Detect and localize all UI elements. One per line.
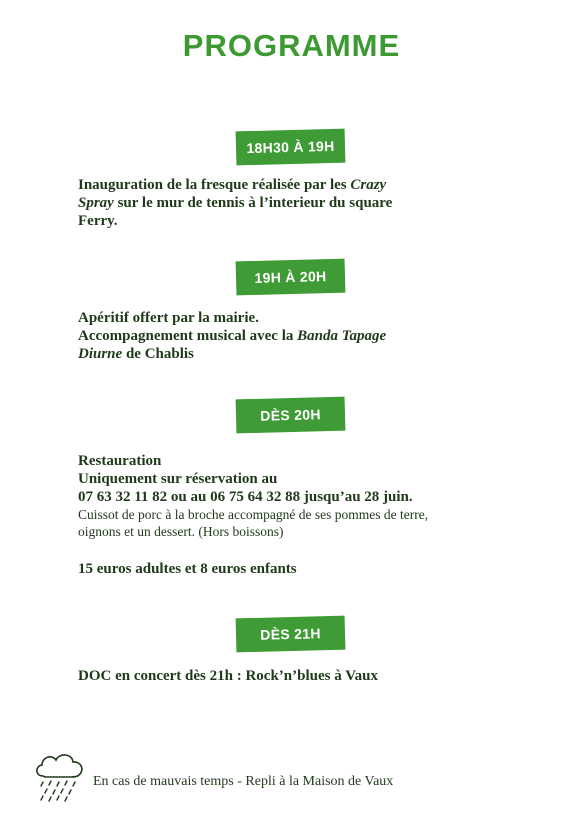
price-text: 15 euros adultes et 8 euros enfants — [78, 561, 297, 577]
text-italic: Spray — [78, 195, 114, 211]
text-line: Ferry. — [78, 213, 118, 229]
footer-text: En cas de mauvais temps - Repli à la Maison de Vaux — [93, 774, 394, 789]
text-italic: Crazy — [350, 177, 387, 193]
text-line: oignons et un dessert. (Hors boissons) — [78, 524, 284, 539]
text-span: de Chablis — [122, 346, 194, 362]
time-badge-2: 19H À 20H — [236, 259, 346, 296]
text-line: 07 63 32 11 82 ou au 06 75 64 32 88 jusqu’au 28 juin. — [78, 489, 413, 505]
time-badge-1: 18H30 À 19H — [236, 129, 346, 166]
text-italic: Diurne — [78, 346, 123, 362]
text-span: Accompagnement musical avec la — [78, 328, 298, 344]
page-title: PROGRAMME — [182, 28, 401, 63]
text-line: Uniquement sur réservation au — [78, 471, 278, 487]
text-line: Cuissot de porc à la broche accompagné de ses pommes de terre, — [78, 507, 429, 522]
text-span: sur le mur de tennis à l’interieur du square — [113, 195, 393, 211]
text-span: Inauguration de la fresque réalisée par les — [78, 177, 351, 193]
time-badge-4: DÈS 21H — [236, 616, 346, 653]
section-3-text — [78, 452, 518, 578]
time-badge-3: DÈS 20H — [236, 397, 346, 434]
text-italic: Banda Tapage — [297, 328, 387, 344]
section-2-text — [78, 309, 518, 363]
section-1-text — [78, 176, 518, 230]
rain-cloud-icon — [33, 750, 87, 802]
text-line: Restauration — [78, 453, 162, 469]
section-4-text — [78, 667, 518, 685]
text-line: Apéritif offert par la mairie. — [78, 310, 259, 326]
text-line: DOC en concert dès 21h : Rock’n’blues à Vaux — [78, 668, 379, 684]
